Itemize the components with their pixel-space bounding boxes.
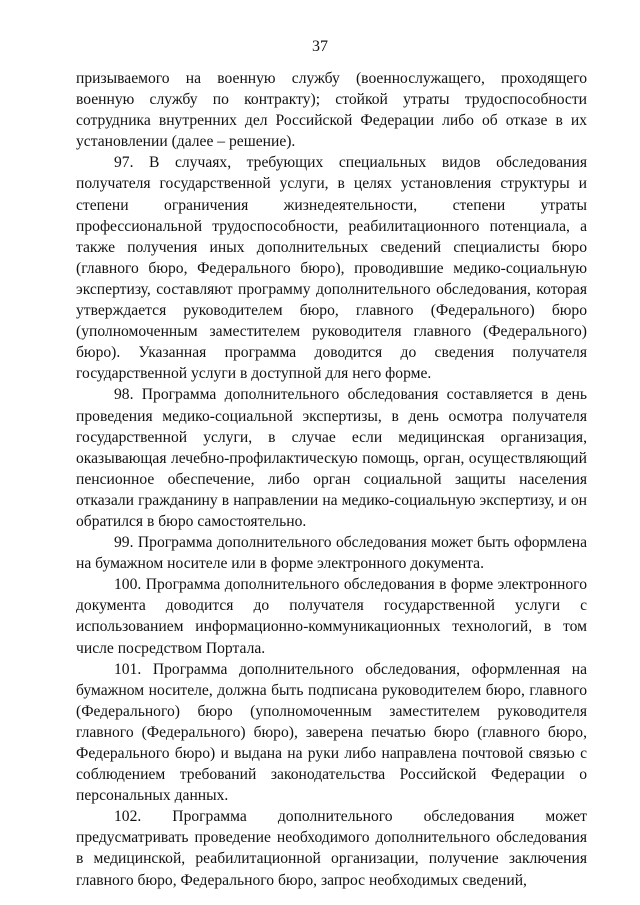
paragraph-continuation: призываемого на военную службу (военнослужащего, проходящего военную службу по контракту); стойкой утраты трудоспособности сотрудника внутренних дел Российской Федерации либо об отказе в их установлении (далее – решение). (76, 70, 587, 151)
paragraph-97: 97. В случаях, требующих специальных видов обследования получателя государственной услуги, в целях установления структуры и степени ограничения жизнедеятельности, степени утраты профессиональной трудоспособности, реабилитационного потенциала, а также получения иных дополнительных сведений специалисты бюро (главного бюро, Федерального бюро), проводившие медико-социальную экспертизу, составляют программу дополнительного обследования, которая утверждается руководителем бюро, главного (Федерального) бюро (уполномоченным заместителем руководителя главного (Федерального) бюро). Указанная программа доводится до сведения получателя государственной услуги в доступной для него форме. (76, 154, 587, 383)
document-body (76, 68, 587, 891)
page-number: 37 (312, 38, 328, 55)
paragraph-101: 101. Программа дополнительного обследования, оформленная на бумажном носителе, должна быть подписана руководителем бюро, главного (Федерального) бюро (уполномоченным заместителем руководителя главного (Федерального) бюро), заверена печатью бюро (главного бюро, Федерального бюро) и выдана на руки либо направлена почтовой связью с соблюдением требований законодательства Российской Федерации о персональных данных. (76, 660, 587, 805)
paragraph-98: 98. Программа дополнительного обследования составляется в день проведения медико-социальной экспертизы, в день осмотра получателя государственной услуги, в случае если медицинская организация, оказывающая лечебно-профилактическую помощь, орган, осуществляющий пенсионное обеспечение, либо орган социальной защиты населения отказали гражданину в направлении на медико-социальную экспертизу, и он обратился в бюро самостоятельно. (76, 386, 587, 530)
paragraph-99: 99. Программа дополнительного обследования может быть оформлена на бумажном носителе или в форме электронного документа. (76, 534, 587, 573)
paragraph-100: 100. Программа дополнительного обследования в форме электронного документа доводится до получателя государственной услуги с использованием информационно-коммуникационных технологий, в том числе посредством Портала. (76, 576, 587, 657)
paragraph-102: 102. Программа дополнительного обследования может предусматривать проведение необходимого дополнительного обследования в медицинской, реабилитационной организации, получение заключения главного бюро, Федерального бюро, запрос необходимых сведений, (76, 808, 587, 889)
